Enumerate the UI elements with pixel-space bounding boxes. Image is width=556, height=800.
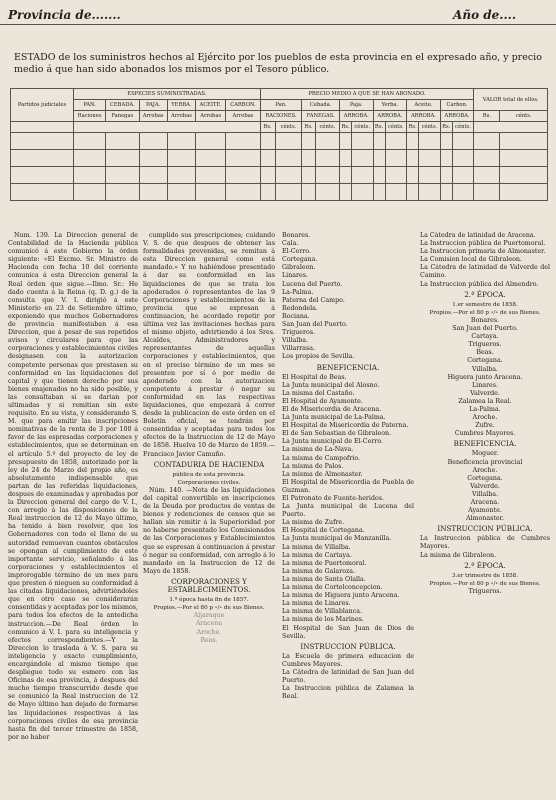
- list-item: El Hospital de Beas.: [282, 373, 347, 381]
- list-item: Cartaya.: [471, 333, 499, 341]
- section-subtitle: pública de esta provincia.: [172, 471, 246, 478]
- town-list: [420, 317, 550, 438]
- blank-cell: [74, 122, 261, 133]
- semester-label: 1.er semestre de 1858.: [452, 301, 518, 308]
- precio-sub: ARROBA.: [407, 111, 441, 122]
- instruction-list: [282, 653, 414, 702]
- supplies-table: [10, 88, 548, 201]
- circular-text: Num. 139. La Direccion general de Contabilidad de la Hacienda pública comunicó á este Gobierno la órden siguiente: «El Excmo. Sr. Ministro de Hacienda con fecha 10 del corriente comunica á esta Direccion general la Real órden que sigue.—Ilmo. Sr.: He dado cuenta á la Reina (q. D. g.) de la consulta que V. I. dirigió á este Ministerio en 23 de Setiembre último, exponiendo que muchos Gobernadores de provincia manifestaban á esa Direccion, que á pesar de sus repetidos avisos y circulares para que las corporaciones y establecimientos civiles designasen con la autorizacion competente personas que prestasen su conformidad en las liquidaciones del capital y que tienen derecho por sus bienes enajenados no ha sido posible, y las consultaban si se darian por ultimadas y si remitian sin este requisito. En su vista, y considerando S. M. que para emitir las inscripciones nominativas de la renta de 3 por 100 á favor de las espresadas corporaciones y establecimientos, que se determinan en el artículo 5.º del proyecto de ley de presupuesto de 1858, autorizado por la ley de 24 de Marzo del propio año, es absolutamente indispensable que partan de las referidas liquidaciones, despues de examinadas y aprobadas por la Direccion general del cargo de V. I., con arreglo á las disposiciones de la Real instruccion de 12 de Mayo último, ha tenido á bien resolver, que los Gobernadores con todo el lleno de su autoridad remuevan cuantos obstáculos se opongan al cumplimiento de este importante servicio, señalando á las corporaciones y establecimientos el improrogable término de un mes para que presten ó nieguen su conformidad á las citadas liquidaciones, advirtiéndoles que en otro caso se considerarán consentidas y aceptadas por los mismos, para todos los efectos de la antedicha instruccion.—De Real órden lo comunico á V. I. para su inteligencia y efectos correspondientes.—Y la Direccion lo traslada á V. S. para su inteligencia y exacto cumplimiento, encargándole al mismo tiempo que despliegue todo su esmero con las Oficinas de esa provincia, á despues del mucho tiempo transcurrido desde que se comunicó la Real instruccion de 12 de Mayo último han dejado de formarse las liquidaciones respectivas á las corporaciones civiles de esa provincia hasta fin del tercer trimestre de 1858, por no haber: [8, 232, 138, 741]
- town-list: [420, 588, 550, 596]
- list-item: La Instruccion pública de Zalamea la Real.: [282, 685, 414, 701]
- list-item: Zalamea la Real.: [458, 397, 512, 405]
- list-item: Paterna del Campo.: [282, 296, 345, 304]
- rs-cell: Rs.: [440, 122, 452, 133]
- list-item: Valverde.: [470, 482, 500, 490]
- epoch-label: 1.ª época hasta fin de 1857.: [169, 597, 249, 604]
- town-list: [282, 232, 414, 362]
- propios-label: Propios.—Por el 80 p ∘/∘ de sus Bienes.: [153, 605, 265, 612]
- especie-col: YERBA.: [167, 100, 195, 111]
- section-title: CONTADURIA DE HACIENDA: [153, 459, 265, 469]
- blank-cell: [11, 122, 74, 133]
- list-item: El Patronato de Fuente-heridos.: [282, 495, 384, 502]
- list-item: Rociana.: [282, 312, 310, 320]
- especie-col: PAN.: [74, 100, 106, 111]
- list-item: La Comision local de Gibraleon.: [420, 256, 522, 264]
- list-item: Aracena.: [470, 499, 500, 506]
- list-item: Higuera junto Aracena.: [447, 373, 523, 381]
- list-item: Bonares.: [470, 316, 500, 324]
- list-item: Bonares.: [282, 232, 311, 239]
- list-item: La misma de Villalba.: [282, 543, 351, 551]
- precio-sub: ARROBA.: [440, 111, 474, 122]
- instruction-list: [420, 535, 550, 559]
- rs-cell: Rs.: [339, 122, 351, 133]
- precio-col: Pan.: [260, 100, 302, 111]
- province-label: Provincia de.......: [8, 8, 121, 22]
- epoch-title: 2.ª ÉPOCA.: [464, 560, 506, 570]
- precio-col: Paja.: [339, 100, 373, 111]
- list-item: La Escuela de primera educacion de Cumbres Mayores.: [282, 652, 414, 668]
- instruction-list: [420, 232, 550, 289]
- list-item: La misma de Palos.: [282, 462, 344, 470]
- precio-sub: RACIONES.: [260, 111, 302, 122]
- year-label: Año de....: [453, 8, 516, 22]
- partidos-header: Partidos judiciales: [11, 89, 74, 122]
- unit-cell: Arrobas: [139, 111, 167, 122]
- list-item: Aroche.: [472, 466, 498, 474]
- list-item: La Instruccion pública del Almendro.: [420, 280, 539, 288]
- cents-cell: cénts.: [315, 122, 339, 133]
- unit-cell: Arrobas: [167, 111, 195, 122]
- list-item: Aljaraque: [193, 612, 225, 620]
- list-item: La Instruccion primaria de Almonaster.: [420, 248, 546, 256]
- column-4: [420, 232, 550, 596]
- especie-col: CARBON.: [226, 100, 260, 111]
- valor-header: VALOR total de ellos.: [474, 89, 548, 111]
- cents-cell: cénts.: [275, 122, 302, 133]
- propios-label: Propios.—Por el 80 p ∘/∘ de sus Bienes.: [429, 580, 541, 587]
- table-row: [11, 167, 74, 184]
- list-item: La misma de los Marines.: [282, 616, 364, 624]
- list-item: Los propios de Sevilla.: [282, 353, 355, 361]
- intro-text: ESTADO de los suministros hechos al Ejército por los pueblos de esta provincia en el expresado año, y precio medio á que han sido abonados los mismos por el Tesoro público.: [14, 52, 542, 75]
- list-item: Beneficencia provincial: [447, 458, 523, 466]
- rs-cell: Rs.: [474, 111, 500, 122]
- list-item: Cumbres Mayores.: [454, 430, 516, 438]
- unit-cell: Fanegas: [106, 111, 139, 122]
- list-item: Villalba.: [282, 337, 309, 345]
- list-item: Moguer.: [471, 450, 499, 458]
- list-item: El Hospital de Misericordia de Paterna.: [282, 422, 409, 430]
- list-item: La misma del Castaño.: [282, 389, 355, 397]
- rs-cell: Rs.: [373, 122, 385, 133]
- precio-sub: FANEGAS.: [302, 111, 340, 122]
- especies-header: ESPECIES SUMINISTRADAS.: [74, 89, 261, 100]
- cents-cell: cénts.: [419, 122, 441, 133]
- list-item: Linares.: [282, 272, 308, 280]
- cents-cell: cénts.: [500, 111, 548, 122]
- list-item: La Cátedra de latinidad de San Juan del Puerto.: [282, 668, 414, 685]
- list-item: El de Misericordia de Aracena.: [282, 405, 382, 413]
- list-item: Cala.: [282, 240, 299, 248]
- list-item: Trigueros.: [282, 329, 316, 337]
- list-item: Beas.: [200, 636, 218, 644]
- list-item: La misma de Gibraleon.: [420, 551, 497, 559]
- list-item: Trigueros.: [468, 341, 502, 349]
- blank-cell: [474, 122, 548, 133]
- section-title: INSTRUCCION PÚBLICA.: [300, 641, 396, 651]
- list-item: Lucena del Puerto.: [282, 280, 343, 288]
- list-item: Aroche.: [472, 414, 498, 422]
- column-3: [282, 232, 414, 701]
- list-item: La Junta municipal de Lucena del Puerto.: [282, 503, 414, 519]
- precio-col: Cebada.: [302, 100, 340, 111]
- header-rule: [0, 24, 556, 25]
- beneficence-list: [420, 450, 550, 523]
- town-list: [143, 612, 275, 644]
- list-item: El-Cerro.: [282, 248, 311, 256]
- cents-cell: cénts.: [452, 122, 474, 133]
- list-item: Beas.: [476, 349, 494, 357]
- list-item: La Cátedra de latinidad de Valverde del Camino.: [420, 264, 550, 280]
- list-item: San Juan del Puerto.: [282, 321, 348, 329]
- precio-header: PRECIO MEDIO A QUE SE HAN ABONADO.: [260, 89, 474, 100]
- beneficence-list: [282, 374, 414, 641]
- precio-col: Yerba.: [373, 100, 407, 111]
- section-title: CORPORACIONES Y ESTABLECIMIENTOS.: [167, 576, 251, 595]
- list-item: La misma de Villablanca.: [282, 608, 363, 616]
- precio-col: Aceite.: [407, 100, 441, 111]
- table-row: [11, 150, 74, 167]
- list-item: Cortegana.: [467, 357, 503, 365]
- list-item: La Instruccion pública de Cumbres Mayores.: [420, 535, 550, 551]
- cents-cell: cénts.: [385, 122, 407, 133]
- list-item: La Junta municipal de El-Cerro.: [282, 438, 384, 446]
- list-item: La-Palma.: [282, 288, 314, 296]
- propios-label: Propios.—Por el 80 p ∘/∘ de sus Bienes.: [429, 309, 541, 316]
- list-item: Ayamonte.: [468, 507, 502, 515]
- section-title: BENEFICENCIA.: [316, 362, 380, 372]
- list-item: El Hospital de Cortegana.: [282, 527, 365, 535]
- precio-sub: ARROBA.: [373, 111, 407, 122]
- section-title: BENEFICENCIA.: [453, 439, 517, 449]
- trimester-label: 3.er trimestre de 1858.: [452, 572, 518, 579]
- list-item: Redondela.: [282, 304, 318, 312]
- column-1: [8, 232, 138, 742]
- list-item: La misma de Puertomoral.: [282, 559, 367, 567]
- list-item: La misma de Galaroza.: [282, 567, 356, 575]
- table-row: [11, 133, 74, 150]
- especie-col: ACEITE.: [196, 100, 226, 111]
- list-item: La misma de Santa Olalla.: [282, 575, 366, 583]
- list-item: Almonaster.: [466, 515, 504, 523]
- list-item: Linares.: [472, 381, 498, 389]
- list-item: Villalba.: [471, 365, 499, 373]
- list-item: Villalba.: [471, 490, 499, 498]
- list-item: Valverde.: [470, 389, 500, 397]
- list-item: La misma de Higuera junto Aracena.: [282, 592, 400, 600]
- especie-col: CEBADA.: [106, 100, 139, 111]
- list-item: La-Palma.: [469, 405, 501, 413]
- list-item: La misma de Campofrio.: [282, 454, 361, 462]
- table-row: [11, 184, 74, 201]
- list-item: La misma de La-Nava.: [282, 446, 354, 454]
- list-item: Zufre.: [475, 422, 495, 430]
- rs-cell: Rs.: [407, 122, 419, 133]
- list-item: Gibraleon.: [282, 264, 316, 272]
- list-item: La Cátedra de latinidad de Aracena.: [420, 232, 536, 239]
- unit-cell: Raciones: [74, 111, 106, 122]
- list-item: Aracena: [195, 620, 223, 628]
- precio-col: Carbon.: [440, 100, 474, 111]
- list-item: Cortegana.: [282, 256, 318, 264]
- list-item: Trigueros.: [468, 587, 502, 595]
- circular-continued: cumplido sus prescripciones; cuidando V. S. de que despues de obtener las formalidades prevenidas, se remitan á esta Direccion general como está mandado.» Y no habiéndose presentado á dar su conformidad en las liquidaciones de que se trata los apoderados ó representantes de las 9 Corporaciones y establecimientos de la provincia que se expresan á continuacion, he acordado repetir por última vez las invitaciones hechas para el mismo objeto, advirtiendo á los Sres. Alcaldes, Administradores y representantes de aquellas corporaciones y establecimientos, que en el preciso término de un mes se presenten por sí ó por medio de apoderado con la autorizacion competente á prestar ó negar su conformidad en las respectivas liquidaciones, que empezará á correr desde la publicacion de este órden en el Boletin oficial, se tendrán por consentidas y aceptadas para todos los efectos de la Instruccion de 12 de Mayo de 1858. Huelva 10 de Marzo de 1859.—Francisco Javier Camuño.: [143, 232, 275, 458]
- list-item: El Hospital de Ayamonte.: [282, 397, 363, 405]
- rs-cell: Rs.: [260, 122, 275, 133]
- list-item: Aroche.: [196, 628, 222, 636]
- section-subtitle-2: Corporaciones civiles.: [177, 479, 241, 486]
- list-item: El de San Sebastian de Gibraleon.: [282, 430, 392, 438]
- list-item: La Junta municipal de Manzanilla.: [282, 535, 392, 543]
- rs-cell: Rs.: [302, 122, 315, 133]
- list-item: La Junta municipal del Alosno.: [282, 381, 380, 389]
- list-item: La Instruccion pública de Puertomoral.: [420, 240, 546, 248]
- list-item: El Hospital de San Juan de Dios de Sevilla.: [282, 624, 414, 640]
- list-item: La misma de Cartaya.: [282, 551, 352, 559]
- list-item: Cortegana.: [467, 474, 503, 482]
- list-item: La Junta municipal de La-Palma.: [282, 414, 386, 422]
- list-item: Villarrasa.: [282, 345, 315, 353]
- column-2: [143, 232, 275, 645]
- unit-cell: Arrobas: [226, 111, 260, 122]
- nota-text: Núm. 140. —Nota de las liquidaciones del capital convertible en inscripciones de la Deuda por productos de ventas de bienes y redenciones de censos que se hallan sin remitir á la Superioridad por no haberse presentado los Comisionados de las Corporaciones y Establecimientos que se espresan á continuacion á prestar ó negar su conformidad, con arreglo á lo mandado en la Instruccion de 12 de Mayo de 1858.: [143, 486, 275, 575]
- list-item: La misma de Almonaster.: [282, 470, 363, 478]
- epoch-title: 2.ª ÉPOCA.: [464, 289, 506, 299]
- list-item: El Hospital de Misericordia de Puebla de Guzman.: [282, 478, 414, 494]
- cents-cell: cénts.: [351, 122, 373, 133]
- list-item: La misma de Linares.: [282, 600, 351, 608]
- list-item: La misma de Cortelconcepcion.: [282, 584, 383, 592]
- unit-cell: Arrobas: [196, 111, 226, 122]
- list-item: La misma de Zufre.: [282, 519, 345, 527]
- especie-col: PAJA.: [139, 100, 167, 111]
- section-title: INSTRUCCION PÚBLICA.: [437, 524, 533, 534]
- list-item: San Juan del Puerto.: [452, 325, 518, 333]
- precio-sub: ARROBA.: [339, 111, 373, 122]
